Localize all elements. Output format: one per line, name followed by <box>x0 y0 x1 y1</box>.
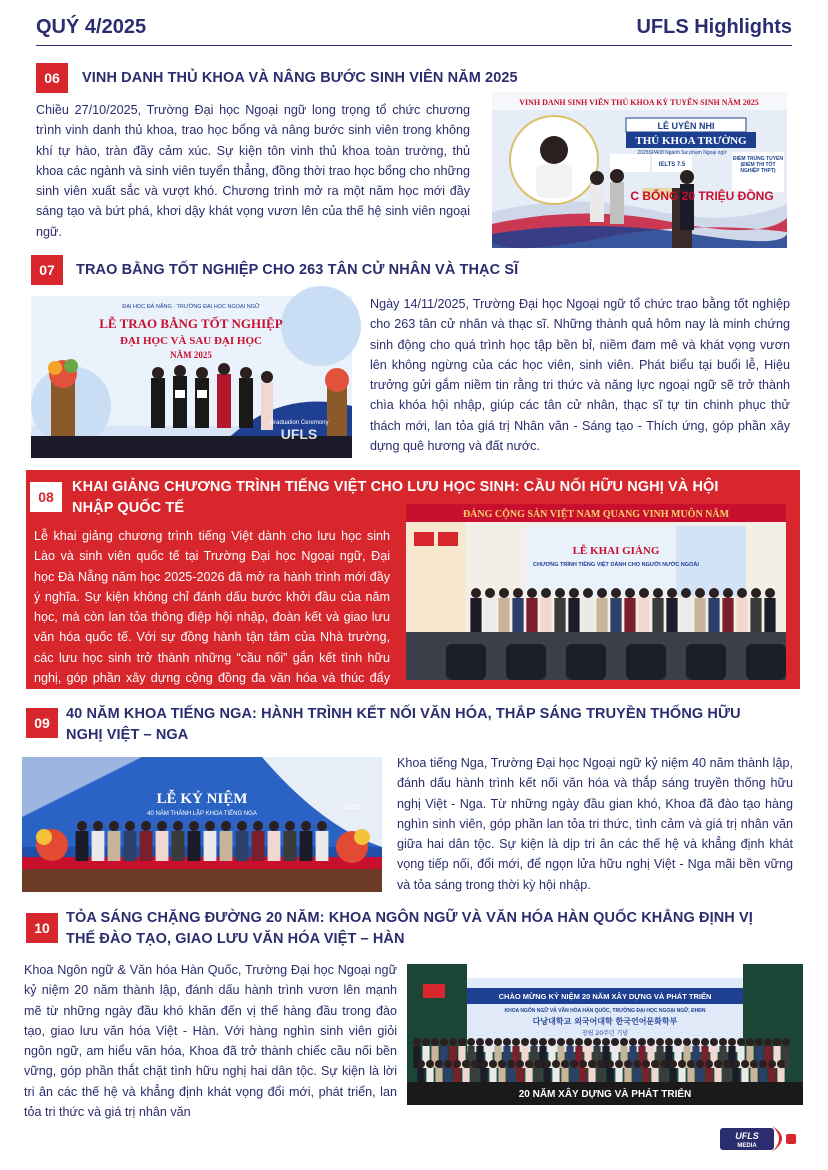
logo-text-media: MEDIA <box>737 1143 757 1149</box>
section-title-06: VINH DANH THỦ KHOA VÀ NÂNG BƯỚC SINH VIÊN NĂM 2025 <box>82 70 518 86</box>
photo-vn-line1: LỄ KHAI GIẢNG <box>572 545 660 557</box>
photo-slogan: ĐẢNG CỘNG SẢN VIỆT NAM QUANG VINH MUÔN NĂM <box>462 509 730 520</box>
photo-student-name: LÊ UYÊN NHI <box>657 121 715 131</box>
section-number-07: 07 <box>31 255 63 285</box>
photo-ielts: IELTS 7.5 <box>658 162 686 168</box>
section-title-09: 40 NĂM KHOA TIẾNG NGA: HÀNH TRÌNH KẾT NỐI VĂN HÓA, THẮP SÁNG TRUYỀN THỐNG HỮU NGHỊ VIỆT – NGA <box>66 706 741 743</box>
section-body-10: Khoa Ngôn ngữ & Văn hóa Hàn Quốc, Trường Đại học Ngoại ngữ kỷ niệm 20 năm thành lập, đánh dấu hành trình vươn lên mạnh mẽ từ những ngày đầu khó khăn đến vị thế hàng đầu trong đào tạo, giao lưu văn hóa Việt - Hàn. Với hàng nghìn sinh viên giỏi ngôn ngữ, am hiểu văn hóa, Khoa đã trở thành chiếc cầu nối bền vững, góp phần thắt chặt tình hữu nghị hai dân tộc. Sự kiện là lời tri ân các thế hệ và khẳng định khát vọng đổi mới, phát triển, lan tỏa tri thức và giá trị nhân văn <box>24 963 397 1120</box>
newsletter-brand: UFLS Highlights <box>636 16 792 38</box>
section-body-08: Lễ khai giảng chương trình tiếng Việt dành cho lưu học sinh Lào và sinh viên quốc tế tại Trường Đại học Ngoại ngữ, Đại học Đà Nẵng năm học 2025-2026 đã mở ra hành trình mới đầy ý nghĩa. Sự kiện không chỉ đánh dấu bước khởi đầu của năm học, mà còn lan tỏa thông điệp hội nhập, đoàn kết và giao lưu văn hóa quốc tế. Với sự đồng hành tận tâm của Nhà trường, các lưu học sinh trở thành những “cầu nối” gắn kết tình hữu nghị, góp phần xây dựng cộng đồng đa văn hóa và thúc đẩy tinh thần hợp <box>34 529 390 706</box>
issue-quarter: QUÝ 4/2025 <box>36 16 147 38</box>
photo-banner-text: VINH DANH SINH VIÊN THỦ KHOA KỲ TUYỂN SINH NĂM 2025 <box>519 98 759 107</box>
photo-grad-caption: Graduation Ceremony <box>269 420 329 426</box>
section-title-08: KHAI GIẢNG CHƯƠNG TRÌNH TIẾNG VIỆT CHO LƯU HỌC SINH: CẦU NỐI HỮU NGHỊ VÀ HỘI NHẬP QUỐC TẾ <box>72 479 719 516</box>
section-number-06: 06 <box>36 63 68 93</box>
section-title-07: TRAO BẰNG TỐT NGHIỆP CHO 263 TÂN CỬ NHÂN VÀ THẠC SĨ <box>76 262 519 278</box>
photo-student-rank: THỦ KHOA TRƯỜNG <box>635 135 747 147</box>
section-body-06: Chiều 27/10/2025, Trường Đại học Ngoại ngữ long trọng tổ chức chương trình vinh danh thủ khoa, trao học bổng và nâng bước sinh viên trong không khí tự hào, tràn đầy cảm xúc. Sự kiện tôn vinh thủ khoa toàn trường, thủ khoa các ngành và sinh viên tuyển thẳng, đồng thời trao học bổng cho những sinh viên xuất sắc và vượt khó. Chương trình mở ra một năm học mới đầy sáng tạo và bứt phá, khơi dậy khát vọng vươn lên của thế hệ sinh viên ngoại ngữ. <box>36 103 470 239</box>
photo-grad-line2: ĐẠI HỌC VÀ SAU ĐẠI HỌC <box>120 335 262 347</box>
section-body-07: Ngày 14/11/2025, Trường Đại học Ngoại ngữ tổ chức trao bằng tốt nghiệp cho 263 tân cử nhân và thạc sĩ. Những thành quả hôm nay là minh chứng sinh động cho quá trình học tập bền bỉ, niềm đam mê và khát vọng vươn lên không ngừng của các học viên, sinh viên. Phát biểu tại buổi lễ, Hiệu trưởng gửi gắm niềm tin rằng tri thức và năng lực ngoại ngữ sẽ trở thành chìa khóa hội nhập, giúp các tân cử nhân, thạc sĩ tự tin chinh phục thử thách mới, lan tỏa giá trị Nhân văn - Sáng tạo - Thích ứng, góp phần xây dựng quê hương và đất nước. <box>370 297 790 454</box>
photo-student-major: 2025SPA08 Ngành Sư phạm Ngoại ngữ <box>637 150 727 156</box>
photo-valedictorian <box>492 92 787 248</box>
photo-vietnamese-program <box>406 504 786 680</box>
photo-kr-line4: 창립 20주년 기념 <box>581 1030 629 1037</box>
photo-kr-caption: 20 NĂM XÂY DỰNG VÀ PHÁT TRIỂN <box>518 1089 692 1100</box>
section-title-10: TỎA SÁNG CHẶNG ĐƯỜNG 20 NĂM: KHOA NGÔN NGỮ VÀ VĂN HÓA HÀN QUỐC KHẲNG ĐỊNH VỊ THẾ ĐÀO TẠO, GIAO LƯU VĂN HÓA VIỆT – HÀN <box>66 910 753 947</box>
photo-kr-line3: 다낭대학교 외국어대학 한국언어문화학부 <box>532 1017 678 1026</box>
photo-grad-org: ĐẠI HỌC ĐÀ NẴNG · TRƯỜNG ĐẠI HỌC NGOẠI NGỮ <box>122 304 260 310</box>
photo-kr-line2: KHOA NGÔN NGỮ VÀ VĂN HÓA HÀN QUỐC, TRƯỜNG ĐẠI HỌC NGOẠI NGỮ, ĐHĐN <box>504 1008 706 1014</box>
section-body-09: Khoa tiếng Nga, Trường Đại học Ngoại ngữ kỷ niệm 40 năm thành lập, đánh dấu hành trình kết nối văn hóa và thắp sáng truyền thống hữu nghị Việt - Nga. Từ những ngày đầu gian khó, Khoa đã đào tạo hàng nghìn sinh viên, góp phần lan tỏa tri thức, tình cảm và giá trị nhân văn giữa hai dân tộc. Sự kiện là dịp tri ân các thế hệ và khẳng định khát vọng tiếp nối, đổi mới, để ngọn lửa hữu nghị Việt - Nga mãi bền vững và tỏa sáng trong thời kỳ hội nhập. <box>397 756 793 892</box>
photo-vn-line2: CHƯƠNG TRÌNH TIẾNG VIỆT DÀNH CHO NGƯỜI NƯỚC NGOÀI <box>533 562 699 568</box>
photo-kr-line1: CHÀO MỪNG KỶ NIỆM 20 NĂM XÂY DỰNG VÀ PHÁT TRIỂN <box>498 992 712 1001</box>
section-number-09: 09 <box>26 708 58 738</box>
photo-korean-faculty <box>407 964 803 1105</box>
photo-prize: C BỔNG 20 TRIỆU ĐỒNG <box>630 189 774 203</box>
photo-graduation <box>31 296 352 458</box>
ufls-media-logo <box>720 1122 800 1154</box>
photo-ru-line2: 40 NĂM THÀNH LẬP KHOA TIẾNG NGA <box>147 811 257 817</box>
section-number-10: 10 <box>26 913 58 943</box>
photo-ru-year: 2025 <box>344 804 360 811</box>
photo-grad-logo: UFLS <box>280 426 318 442</box>
section-number-08: 08 <box>30 482 62 512</box>
photo-grad-line1: LỄ TRAO BẰNG TỐT NGHIỆP <box>99 316 283 331</box>
logo-text-ufls: UFLS <box>735 1131 759 1141</box>
photo-grad-line3: NĂM 2025 <box>170 350 212 360</box>
photo-score-label: ĐIỂM TRÚNG TUYỂN (ĐIỂM THI TỐT NGHIỆP THPT) <box>733 156 783 174</box>
photo-russian-faculty <box>22 757 382 892</box>
photo-ru-line1: LỄ KỶ NIỆM <box>156 791 248 807</box>
page-header <box>36 14 792 46</box>
